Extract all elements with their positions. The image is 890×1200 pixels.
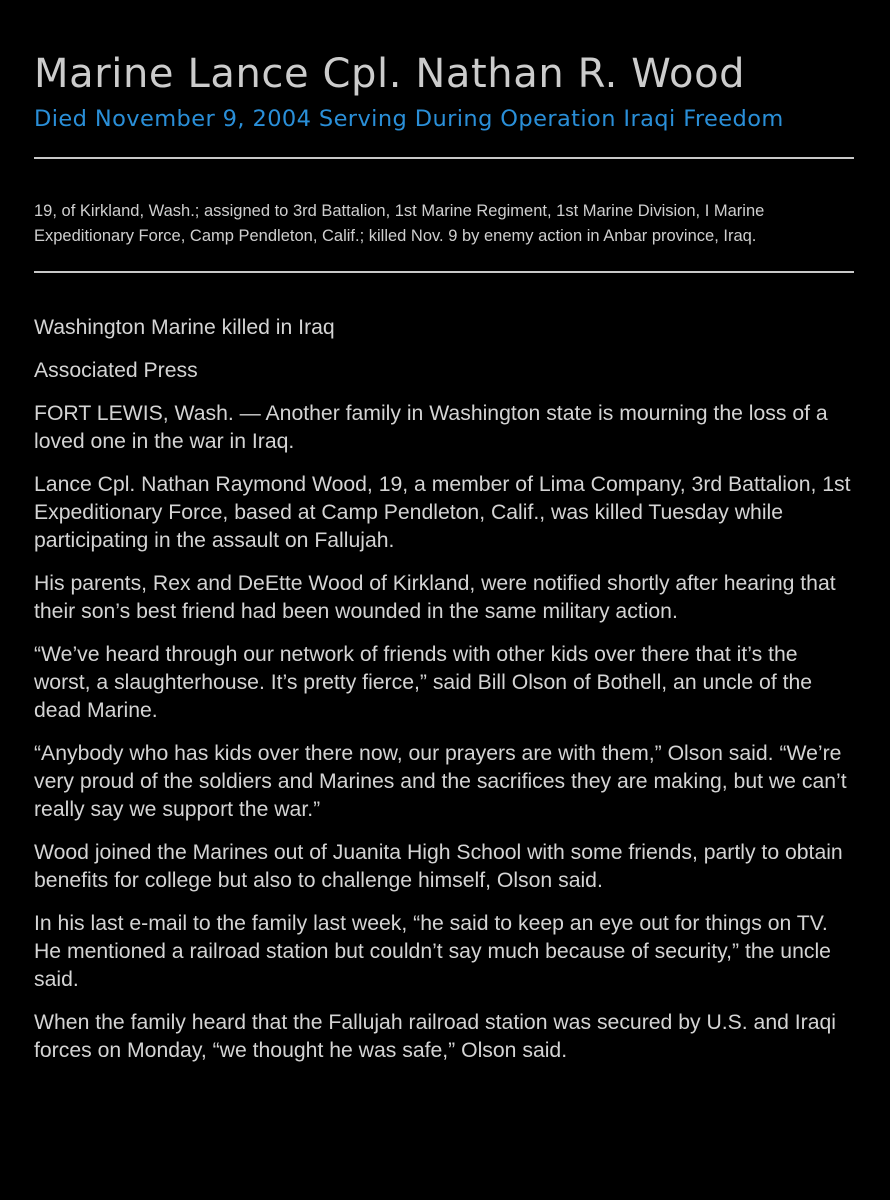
article-paragraph: His parents, Rex and DeEtte Wood of Kirkland, were notified shortly after hearing that their son’s best friend had been wounded in the same military action. bbox=[34, 572, 836, 623]
article-source: Associated Press bbox=[34, 359, 198, 382]
page-header bbox=[34, 0, 854, 134]
article-paragraph: Lance Cpl. Nathan Raymond Wood, 19, a member of Lima Company, 3rd Battalion, 1st Expeditionary Force, based at Camp Pendleton, Calif., was killed Tuesday while participating in the assault on Fallujah. bbox=[34, 473, 851, 552]
article-paragraph: Wood joined the Marines out of Juanita High School with some friends, partly to obtain benefits for college but also to challenge himself, Olson said. bbox=[34, 841, 843, 892]
article-paragraph: In his last e-mail to the family last week, “he said to keep an eye out for things on TV. He mentioned a railroad station but couldn’t say much because of security,” the uncle said. bbox=[34, 912, 831, 991]
page-subtitle: Died November 9, 2004 Serving During Operation Iraqi Freedom bbox=[34, 106, 784, 132]
page-title: Marine Lance Cpl. Nathan R. Wood bbox=[34, 51, 746, 97]
article-headline: Washington Marine killed in Iraq bbox=[34, 316, 335, 339]
article-paragraph: “Anybody who has kids over there now, our prayers are with them,” Olson said. “We’re very proud of the soldiers and Marines and the sacrifices they are making, but we can’t really say we support the war.” bbox=[34, 742, 847, 821]
news-article bbox=[34, 273, 854, 1065]
memorial-page bbox=[34, 0, 854, 1080]
article-paragraph: “We’ve heard through our network of friends with other kids over there that it’s the worst, a slaughterhouse. It’s pretty fierce,” said Bill Olson of Bothell, an uncle of the dead Marine. bbox=[34, 643, 813, 722]
article-paragraph: When the family heard that the Fallujah railroad station was secured by U.S. and Iraqi forces on Monday, “we thought he was safe,” Olson said. bbox=[34, 1011, 837, 1062]
article-paragraph: FORT LEWIS, Wash. — Another family in Washington state is mourning the loss of a loved one in the war in Iraq. bbox=[34, 402, 828, 453]
service-summary: 19, of Kirkland, Wash.; assigned to 3rd Battalion, 1st Marine Regiment, 1st Marine Division, I Marine Expeditionary Force, Camp Pendleton, Calif.; killed Nov. 9 by enemy action in Anbar province, Iraq. bbox=[34, 202, 765, 245]
